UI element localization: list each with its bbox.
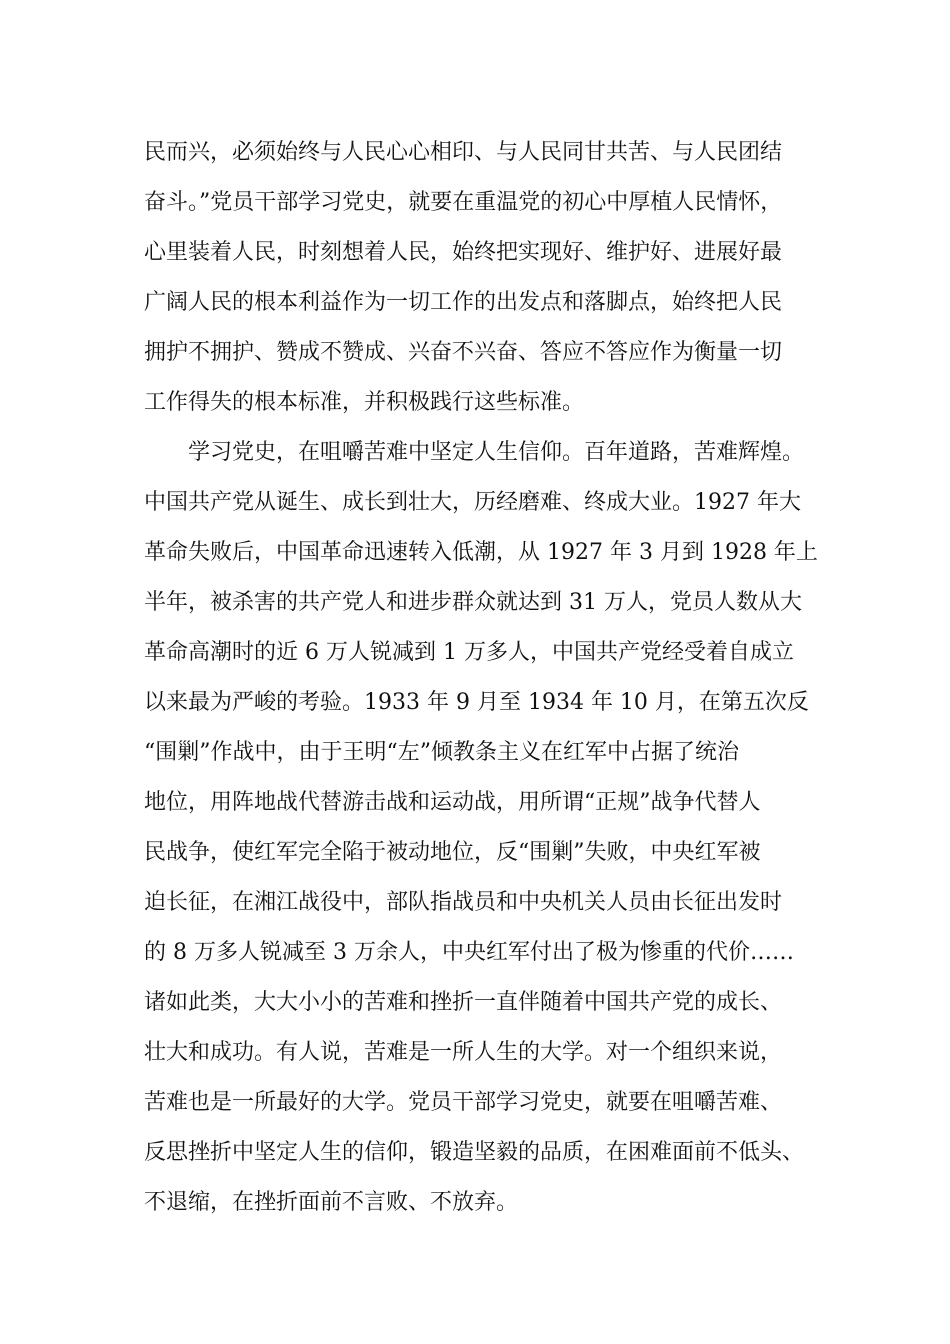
text-line: 反思挫折中坚定人生的信仰，锻造坚毅的品质，在困难面前不低头、 <box>144 1140 805 1165</box>
text-line: 民战争，使红军完全陷于被动地位，反“围剿”失败，中央红军被 <box>144 840 761 865</box>
paragraph-2 <box>144 428 834 1228</box>
paragraph-1 <box>144 128 834 428</box>
text-line: 迫长征，在湘江战役中，部队指战员和中央机关人员由长征出发时 <box>144 890 783 915</box>
text-line: 不退缩，在挫折面前不言败、不放弃。 <box>144 1190 519 1215</box>
text-line: 地位，用阵地战代替游击战和运动战，用所谓“正规”战争代替人 <box>144 790 761 815</box>
text-line: 拥护不拥护、赞成不赞成、兴奋不兴奋、答应不答应作为衡量一切 <box>144 340 783 365</box>
text-line: 以来最为严峻的考验。1933 年 9 月至 1934 年 10 月，在第五次反 <box>144 690 809 715</box>
text-line: 广阔人民的根本利益作为一切工作的出发点和落脚点，始终把人民 <box>144 290 783 315</box>
text-line: 苦难也是一所最好的大学。党员干部学习党史，就要在咀嚼苦难、 <box>144 1090 783 1115</box>
text-line: 诸如此类，大大小小的苦难和挫折一直伴随着中国共产党的成长、 <box>144 990 783 1015</box>
text-line: 革命高潮时的近 6 万人锐减到 1 万多人，中国共产党经受着自成立 <box>144 640 794 665</box>
text-line: 的 8 万多人锐减至 3 万余人，中央红军付出了极为惨重的代价…… <box>144 940 794 965</box>
text-line: 心里装着人民，时刻想着人民，始终把实现好、维护好、进展好最 <box>144 240 783 265</box>
text-line: 民而兴，必须始终与人民心心相印、与人民同甘共苦、与人民团结 <box>144 140 783 165</box>
text-line: 壮大和成功。有人说，苦难是一所人生的大学。对一个组织来说， <box>144 1040 783 1065</box>
text-line: “围剿”作战中，由于王明“左”倾教条主义在红军中占据了统治 <box>144 740 739 765</box>
text-line: 奋斗。”党员干部学习党史，就要在重温党的初心中厚植人民情怀， <box>144 190 783 215</box>
text-line: 革命失败后，中国革命迅速转入低潮，从 1927 年 3 月到 1928 年上 <box>144 540 818 565</box>
text-line: 中国共产党从诞生、成长到壮大，历经磨难、终成大业。1927 年大 <box>144 490 801 515</box>
text-line: 学习党史，在咀嚼苦难中坚定人生信仰。百年道路，苦难辉煌。 <box>144 440 805 465</box>
text-line: 半年，被杀害的共产党人和进步群众就达到 31 万人，党员人数从大 <box>144 590 802 615</box>
text-line: 工作得失的根本标准，并积极践行这些标准。 <box>144 390 585 415</box>
